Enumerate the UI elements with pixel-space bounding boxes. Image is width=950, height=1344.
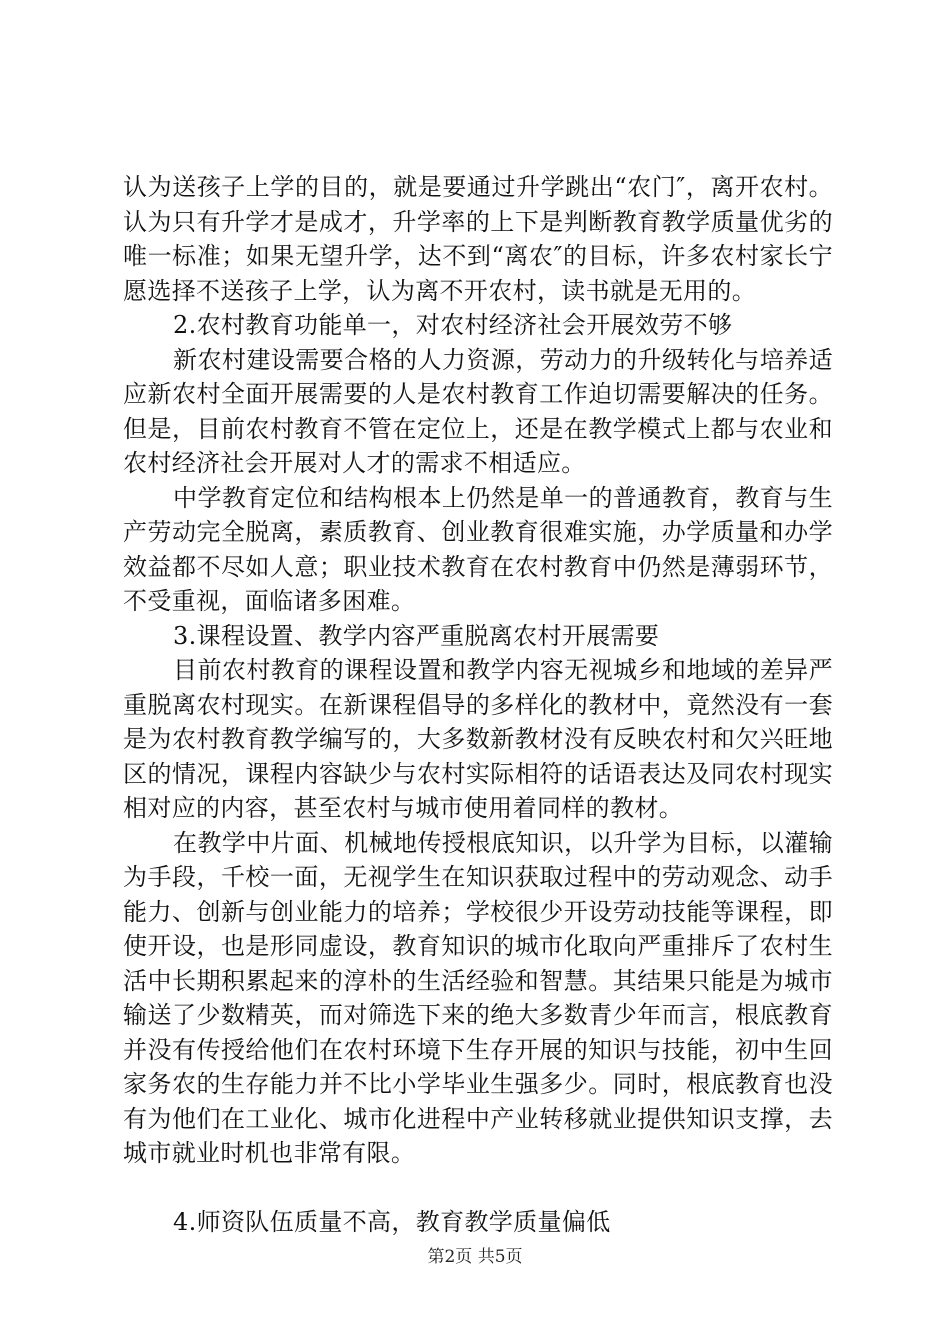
paragraph-continuation: 认为送孩子上学的目的，就是要通过升学跳出“农门″，离开农村。认为只有升学才是成才，升学率的上下是判断教育教学质量优劣的唯一标准；如果无望升学，达不到“离农″的目标，许多农村家长宁愿选择不送孩子上学，认为离不开农村，读书就是无用的。 (123, 173, 833, 305)
section-heading-2: 2.农村教育功能单一，对农村经济社会开展效劳不够 (173, 311, 733, 339)
document-body (123, 170, 833, 1239)
section-heading-4: 4.师资队伍质量不高，教育教学质量偏低 (173, 1207, 611, 1236)
paragraph-curriculum: 目前农村教育的课程设置和教学内容无视城乡和地域的差异严重脱离农村现实。在新课程倡导的多样化的教材中，竟然没有一套是为农村教育教学编写的，大多数新教材没有反映农村和欠兴旺地区的情况，课程内容缺少与农村实际相符的话语表达及同农村现实相对应的内容，甚至农村与城市使用着同样的教材。 (123, 656, 833, 822)
page-footer: 第2页 共5页 (427, 1247, 523, 1267)
paragraph-teaching: 在教学中片面、机械地传授根底知识，以升学为目标，以灌输为手段，千校一面，无视学生在知识获取过程中的劳动观念、动手能力、创新与创业能力的培养；学校很少开设劳动技能等课程，即使开设，也是形同虚设，教育知识的城市化取向严重排斥了农村生活中长期积累起来的淳朴的生活经验和智慧。其结果只能是为城市输送了少数精英，而对筛选下来的绝大多数青少年而言，根底教育并没有传授给他们在农村环境下生存开展的知识与技能，初中生回家务农的生存能力并不比小学毕业生强多少。同时，根底教育也没有为他们在工业化、城市化进程中产业转移就业提供知识支撑，去城市就业时机也非常有限。 (123, 828, 833, 1167)
paragraph-new-village: 新农村建设需要合格的人力资源，劳动力的升级转化与培养适应新农村全面开展需要的人是农村教育工作迫切需要解决的任务。但是，目前农村教育不管在定位上，还是在教学模式上都与农业和农村经济社会开展对人才的需求不相适应。 (123, 345, 833, 477)
section-heading-3: 3.课程设置、教学内容严重脱离农村开展需要 (173, 621, 660, 650)
paragraph-middle-school: 中学教育定位和结构根本上仍然是单一的普通教育，教育与生产劳动完全脱离，素质教育、创业教育很难实施，办学质量和办学效益都不尽如人意；职业技术教育在农村教育中仍然是薄弱环节，不受重视，面临诸多困难。 (123, 483, 833, 615)
